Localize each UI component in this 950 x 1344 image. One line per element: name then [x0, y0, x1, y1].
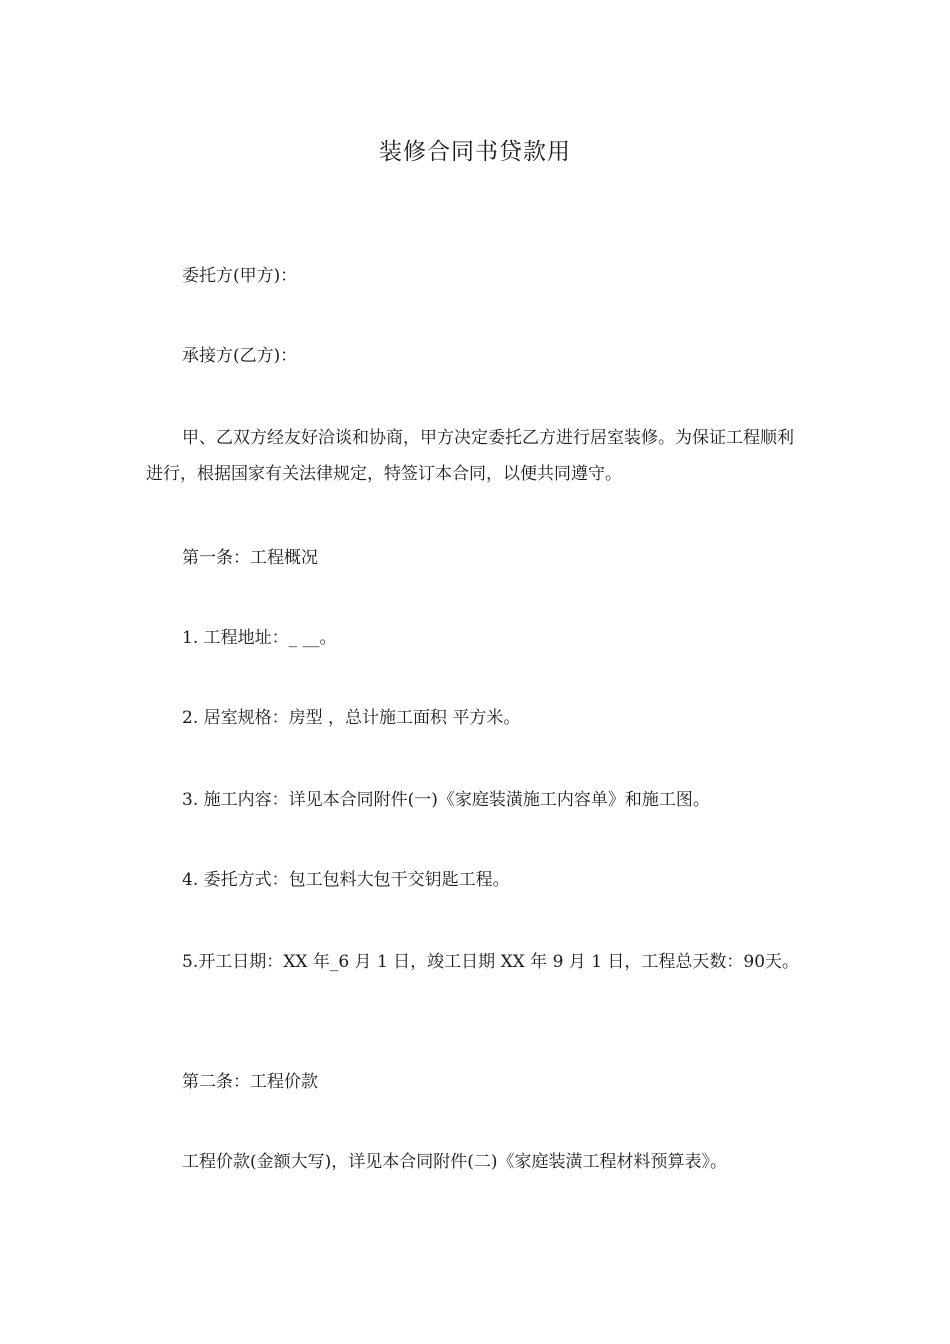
article-1-heading: 第一条：工程概况 — [182, 548, 318, 568]
clause-room-spec: 2. 居室规格：房型 ，总计施工面积 平方米。 — [182, 708, 521, 728]
clause-construction-content: 3. 施工内容：详见本合同附件(一)《家庭装潢施工内容单》和施工图。 — [182, 790, 710, 810]
preamble-paragraph: 甲、乙双方经友好洽谈和协商，甲方决定委托乙方进行居室装修。为保证工程顺利进行，根据国家有关法律规定，特签订本合同，以便共同遵守。 — [146, 428, 794, 484]
party-b-line: 承接方(乙方)： — [182, 346, 298, 366]
clause-price: 工程价款(金额大写)，详见本合同附件(二)《家庭装潢工程材料预算表》。 — [182, 1152, 728, 1172]
clause-schedule: 5.开工日期：XX 年_6 月 1 日，竣工日期 XX 年 9 月 1 日，工程总天数：90天。 — [182, 952, 800, 972]
document-title: 装修合同书贷款用 — [379, 139, 571, 165]
party-a-line: 委托方(甲方)： — [182, 266, 298, 286]
clause-address: 1. 工程地址：_ __。 — [182, 628, 337, 648]
clause-commission-method: 4. 委托方式：包工包料大包干交钥匙工程。 — [182, 870, 510, 890]
article-2-heading: 第二条：工程价款 — [182, 1072, 318, 1092]
